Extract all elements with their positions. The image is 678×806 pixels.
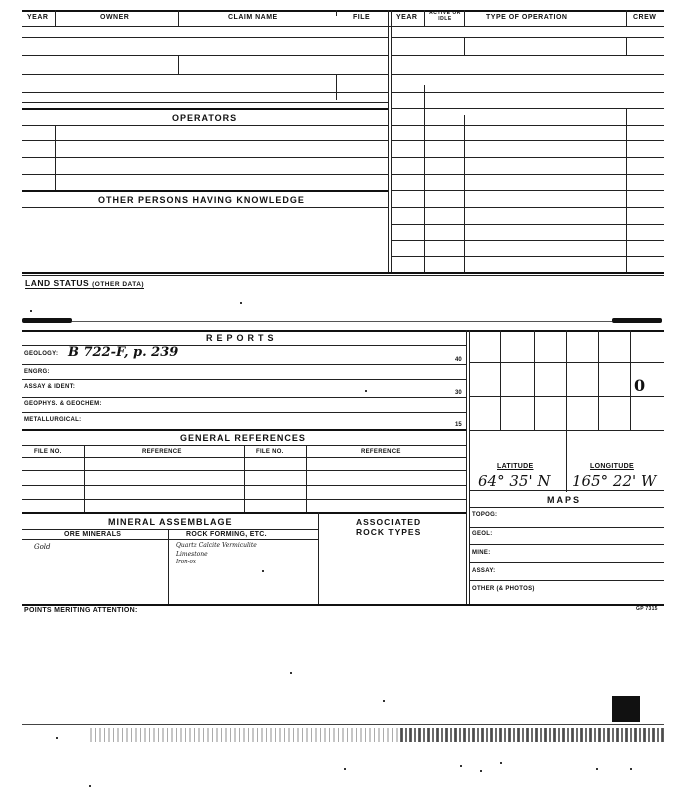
latitude-label: LATITUDE [497, 463, 534, 470]
ref-header-file-no-1: FILE NO. [34, 449, 62, 455]
rock-forming-value-2: Limestone [176, 551, 208, 558]
row-rule [22, 379, 466, 380]
row-rule [22, 37, 388, 38]
associated-rock-types-heading-1: ASSOCIATED [356, 517, 422, 527]
smudge-mark [22, 318, 72, 323]
longitude-value: 165° 22' W [572, 472, 657, 490]
grid-line [630, 330, 631, 430]
row-rule [22, 102, 388, 103]
col-divider [178, 55, 179, 74]
row-rule [22, 364, 466, 365]
row-rule [469, 562, 664, 563]
col-divider [55, 10, 56, 26]
report-num-metallurgical: 15 [455, 422, 462, 428]
report-value-geology: B 722-F, p. 239 [68, 345, 179, 360]
speck [344, 768, 346, 770]
row-rule [22, 207, 388, 208]
longitude-label: LONGITUDE [590, 463, 634, 470]
smudge-mark [612, 318, 662, 323]
speck [596, 768, 598, 770]
header-year: YEAR [27, 14, 49, 21]
col-divider [168, 529, 169, 604]
land-status-text: LAND STATUS [25, 278, 90, 288]
mineral-assemblage-heading: MINERAL ASSEMBLAGE [108, 517, 233, 527]
col-divider [464, 115, 465, 274]
maps-topog: TOPOG: [472, 512, 498, 518]
col-divider [336, 74, 337, 100]
col-divider [464, 10, 465, 26]
operators-heading: OPERATORS [172, 113, 238, 123]
header-active-idle: ACTIVE OR IDLE [429, 10, 461, 22]
col-divider [626, 108, 627, 274]
grid-line [469, 362, 664, 363]
row-rule [22, 174, 388, 175]
main-divider [388, 10, 389, 274]
row-rule [22, 397, 466, 398]
table-top-rule [22, 10, 664, 12]
ore-minerals-header: ORE MINERALS [64, 531, 122, 538]
report-label-metallurgical: METALLURGICAL: [24, 417, 82, 423]
maps-other: OTHER (& PHOTOS) [472, 586, 535, 592]
row-rule [469, 507, 664, 508]
maps-mine: MINE: [472, 550, 491, 556]
speck [89, 785, 91, 787]
report-label-engrg: ENGRG: [24, 369, 50, 375]
row-rule [22, 157, 388, 158]
row-rule [22, 539, 318, 540]
speck [262, 570, 264, 572]
row-rule [22, 74, 388, 75]
rock-forming-header: ROCK FORMING, ETC. [186, 531, 267, 538]
speck [290, 672, 292, 674]
report-num-assay: 30 [455, 390, 462, 396]
ref-header-reference-1: REFERENCE [142, 449, 182, 455]
points-meriting-attention: POINTS MERITING ATTENTION: [24, 607, 138, 614]
speck [30, 310, 32, 312]
table-bottom-rule [22, 275, 664, 276]
row-rule [22, 140, 388, 141]
row-rule [22, 529, 318, 530]
col-divider [464, 37, 465, 55]
grid-line [566, 330, 567, 460]
header-file: FILE [353, 14, 371, 21]
grid-line [534, 330, 535, 430]
maps-heading: MAPS [547, 495, 582, 505]
row-rule [391, 207, 664, 208]
row-rule [22, 125, 388, 126]
section-rule [22, 330, 664, 332]
report-label-geophys: GEOPHYS. & GEOCHEM: [24, 401, 102, 407]
row-rule [22, 412, 466, 413]
other-persons-heading: OTHER PERSONS HAVING KNOWLEDGE [98, 195, 305, 205]
section-rule [22, 512, 466, 514]
grid-line [500, 330, 501, 430]
grid-line [598, 330, 599, 430]
row-rule [469, 490, 664, 491]
header-claim-name: CLAIM NAME [228, 14, 278, 21]
speck [460, 765, 462, 767]
row-rule [469, 527, 664, 528]
header-bottom-rule [22, 26, 664, 27]
row-rule [391, 108, 664, 109]
col-divider [318, 512, 319, 604]
row-rule [391, 157, 664, 158]
row-rule [391, 125, 664, 126]
scan-streak-dark [400, 728, 664, 742]
rock-forming-value-1: Quartz Calcite Vermiculite [176, 542, 257, 549]
speck [480, 770, 482, 772]
land-status-sub: (OTHER DATA) [92, 281, 145, 288]
report-num-geology: 40 [455, 357, 462, 363]
row-rule [22, 92, 388, 93]
grid-line [469, 396, 664, 397]
speck [630, 768, 632, 770]
row-rule [391, 174, 664, 175]
speck [500, 762, 502, 764]
ref-header-file-no-2: FILE NO. [256, 449, 284, 455]
main-divider [391, 10, 392, 274]
col-divider [306, 445, 307, 512]
speck [383, 700, 385, 702]
table-bottom-rule [22, 272, 664, 274]
section-rule [22, 604, 664, 606]
col-divider [244, 445, 245, 512]
header-owner: OWNER [100, 14, 130, 21]
section-rule [22, 429, 466, 431]
rock-forming-value-3: Iron-ox [176, 559, 196, 565]
row-rule [469, 544, 664, 545]
col-divider [424, 85, 425, 274]
latitude-value: 64° 35' N [478, 472, 551, 490]
report-label-geology: GEOLOGY: [24, 351, 59, 357]
faint-rule [72, 321, 612, 322]
section-rule [22, 190, 388, 192]
ref-header-reference-2: REFERENCE [361, 449, 401, 455]
header-type-of-operation: TYPE OF OPERATION [486, 14, 568, 21]
general-references-heading: GENERAL REFERENCES [180, 433, 306, 443]
row-rule [391, 190, 664, 191]
row-rule [22, 55, 388, 56]
col-divider [626, 37, 627, 55]
ore-mineral-value: Gold [34, 543, 51, 551]
grid-line [469, 430, 664, 431]
associated-rock-types-heading-2: ROCK TYPES [356, 527, 422, 537]
faint-rule [22, 724, 664, 725]
speck [365, 390, 367, 392]
col-divider [178, 10, 179, 26]
col-divider [626, 10, 627, 26]
section-rule [22, 108, 388, 110]
col-divider [424, 10, 425, 26]
land-status-label [25, 278, 144, 289]
header-crew: CREW [633, 14, 657, 21]
row-rule [391, 140, 664, 141]
row-rule [391, 74, 664, 75]
col-divider [55, 125, 56, 190]
row-rule [469, 580, 664, 581]
row-rule [391, 240, 664, 241]
grid-mark: 0 [634, 376, 646, 395]
maps-geol: GEOL: [472, 531, 493, 537]
speck [240, 302, 242, 304]
row-rule [391, 55, 664, 56]
form-number: GP 7315 [636, 606, 658, 612]
row-rule [391, 92, 664, 93]
speck [56, 737, 58, 739]
row-rule [391, 224, 664, 225]
header-year-2: YEAR [396, 14, 418, 21]
grid-line [566, 460, 567, 492]
registration-mark [612, 696, 640, 722]
row-rule [391, 256, 664, 257]
col-divider [466, 330, 467, 604]
col-divider [336, 10, 337, 16]
reports-heading: REPORTS [206, 333, 278, 343]
col-divider [84, 445, 85, 512]
maps-assay: ASSAY: [472, 568, 496, 574]
report-label-assay: ASSAY & IDENT: [24, 384, 76, 390]
row-rule [391, 37, 664, 38]
